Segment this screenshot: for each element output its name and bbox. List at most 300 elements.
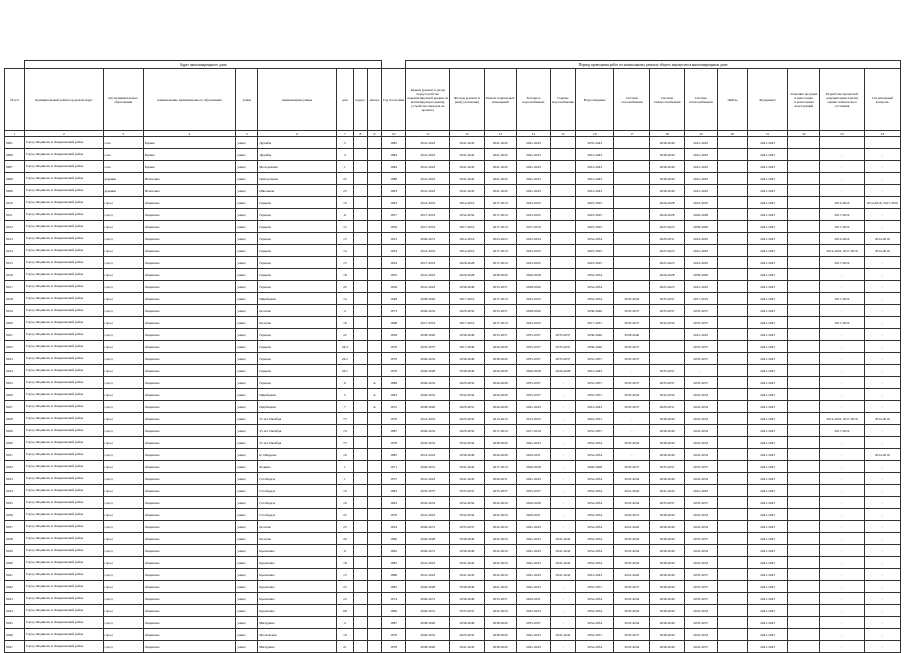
district-cell: Город Людиново и Людиновский район	[25, 341, 103, 353]
street-name-cell: Школьная	[258, 185, 336, 197]
street-name-cell: Герцена	[258, 281, 336, 293]
period-cell: 2032-2034	[484, 545, 516, 557]
period-cell: -	[820, 161, 864, 173]
street-type-cell: улица	[236, 617, 258, 629]
district-cell: Город Людиново и Людиновский район	[25, 521, 103, 533]
period-cell	[788, 161, 820, 173]
period-cell: 2017-2019	[820, 293, 864, 305]
street-type-cell: улица	[236, 497, 258, 509]
table-row	[5, 341, 901, 353]
district-cell: Город Людиново и Людиновский район	[25, 497, 103, 509]
row-number-cell: 0033	[5, 473, 25, 485]
period-cell: -	[550, 509, 575, 521]
period-cell: -	[864, 521, 900, 533]
street-type-cell: улица	[236, 149, 258, 161]
period-cell: 2032-2034	[684, 437, 717, 449]
municipality-name-cell: Людиново	[143, 329, 236, 341]
period-cell: 2026-2032	[406, 377, 450, 389]
letter-cell	[367, 521, 381, 533]
period-cell: 2038-2040	[516, 281, 550, 293]
table-body	[5, 137, 901, 653]
period-cell	[717, 281, 747, 293]
period-cell: 2038-2040	[650, 185, 684, 197]
period-cell	[550, 161, 575, 173]
district-cell: Город Людиново и Людиновский район	[25, 173, 103, 185]
street-type-cell: улица	[236, 545, 258, 557]
table-row	[5, 461, 901, 473]
period-cell: 2026-2028	[650, 197, 684, 209]
period-cell: 2017-2019	[484, 293, 516, 305]
row-number-cell: 0035	[5, 497, 25, 509]
period-cell: 2035-2037	[614, 461, 650, 473]
municipality-name-cell: Людиново	[143, 281, 236, 293]
district-cell: Город Людиново и Людиновский район	[25, 257, 103, 269]
period-cell: 2041-2043	[516, 545, 550, 557]
period-cell: 2041-2043	[516, 161, 550, 173]
period-cell: 2038-2040	[406, 293, 450, 305]
column-number: 11	[406, 131, 450, 137]
house-number-cell: 21	[336, 641, 353, 653]
district-cell: Город Людиново и Людиновский район	[25, 473, 103, 485]
column-number: 20	[717, 131, 747, 137]
street-type-cell: улица	[236, 305, 258, 317]
municipality-type-cell: город	[103, 401, 143, 413]
street-name-cell: Крентенко	[258, 593, 336, 605]
building-cell	[353, 209, 367, 221]
period-cell	[788, 557, 820, 569]
build-year-cell: 1976	[382, 629, 406, 641]
period-cell: -	[864, 425, 900, 437]
period-cell: 2038-2040	[650, 557, 684, 569]
period-cell	[550, 185, 575, 197]
municipality-name-cell: Людиново	[143, 485, 236, 497]
column-number: 8	[353, 131, 367, 137]
period-cell: 2029-2031	[614, 509, 650, 521]
house-number-cell: 7	[336, 401, 353, 413]
street-name-cell: Гогобердзе	[258, 497, 336, 509]
municipality-name-cell: Игнатовка	[143, 185, 236, 197]
period-cell: 2032-2034	[614, 617, 650, 629]
period-cell	[788, 569, 820, 581]
municipality-type-cell: город	[103, 581, 143, 593]
period-cell: 2014-2016	[484, 413, 516, 425]
municipality-type-cell: город	[103, 461, 143, 473]
period-cell: 2032-2034	[576, 281, 614, 293]
period-cell	[788, 389, 820, 401]
period-cell	[717, 293, 747, 305]
municipality-name-cell: Людиново	[143, 365, 236, 377]
table-row	[5, 545, 901, 557]
period-cell: 2035-2037	[576, 581, 614, 593]
period-cell: 2026-2028	[516, 497, 550, 509]
period-cell: 2032-2034	[684, 605, 717, 617]
table-row	[5, 365, 901, 377]
period-cell: 2017-2019	[484, 257, 516, 269]
row-number-cell: 0012	[5, 221, 25, 233]
building-cell	[353, 341, 367, 353]
period-cell: 2023-2025	[516, 317, 550, 329]
period-cell: 2017-2019	[484, 209, 516, 221]
period-cell: 2038-2040	[650, 437, 684, 449]
period-cell: 2029-2031	[406, 605, 450, 617]
period-cell: 2032-2034	[614, 605, 650, 617]
period-cell	[788, 485, 820, 497]
period-cell: -	[820, 437, 864, 449]
period-cell: 2041-2043	[748, 149, 788, 161]
period-cell	[788, 509, 820, 521]
period-cell: 2041-2043	[450, 569, 484, 581]
period-cell	[788, 197, 820, 209]
period-cell: 2038-2040	[450, 545, 484, 557]
municipality-name-cell: Людиново	[143, 449, 236, 461]
column-header: Разработка проектной документации и (или) оценка технического состояния	[820, 69, 864, 131]
period-cell: 2032-2034	[614, 557, 650, 569]
building-cell	[353, 641, 367, 653]
street-type-cell: улица	[236, 233, 258, 245]
period-cell: -	[820, 557, 864, 569]
period-cell: 2017-2019	[406, 257, 450, 269]
period-cell: 2038-2040	[484, 617, 516, 629]
street-type-cell: улица	[236, 293, 258, 305]
municipality-type-cell: город	[103, 437, 143, 449]
period-cell: 2032-2034	[576, 449, 614, 461]
street-type-cell: улица	[236, 401, 258, 413]
table-row	[5, 257, 901, 269]
period-cell	[717, 233, 747, 245]
table-row	[5, 497, 901, 509]
row-number-cell: 0009	[5, 185, 25, 197]
period-cell: 2041-2043	[748, 449, 788, 461]
period-cell: 2035-2037	[684, 533, 717, 545]
period-cell: 2035-2037	[650, 305, 684, 317]
build-year-cell: 1980	[382, 569, 406, 581]
capital-repair-table	[4, 60, 901, 653]
building-cell	[353, 221, 367, 233]
house-number-cell: 1	[336, 161, 353, 173]
district-cell: Город Людиново и Людиновский район	[25, 449, 103, 461]
period-cell	[717, 425, 747, 437]
period-cell	[717, 329, 747, 341]
period-cell: 2029-2031	[406, 545, 450, 557]
row-number-cell: 0014	[5, 245, 25, 257]
house-number-cell: 13	[336, 233, 353, 245]
row-number-cell: 0040	[5, 557, 25, 569]
period-cell: 2041-2043	[576, 149, 614, 161]
municipality-name-cell: Людиново	[143, 533, 236, 545]
municipality-type-cell: город	[103, 281, 143, 293]
period-cell: -	[820, 629, 864, 641]
house-number-cell: 5	[336, 137, 353, 149]
period-cell: 2032-2034	[576, 293, 614, 305]
period-cell	[614, 245, 650, 257]
period-cell	[788, 353, 820, 365]
period-cell	[788, 173, 820, 185]
build-year-cell: 1975	[382, 473, 406, 485]
period-cell: 2023-2025	[576, 209, 614, 221]
period-cell: 2017-2019	[820, 257, 864, 269]
district-cell: Город Людиново и Людиновский район	[25, 377, 103, 389]
period-cell: 2032-2034	[450, 437, 484, 449]
period-cell: 2014-2016	[406, 197, 450, 209]
period-cell	[717, 473, 747, 485]
table-row	[5, 173, 901, 185]
period-cell: 2035-2037	[406, 341, 450, 353]
house-number-cell: 15	[336, 257, 353, 269]
period-cell: 2041-2043	[748, 221, 788, 233]
period-cell: 2041-2043	[748, 509, 788, 521]
building-cell	[353, 485, 367, 497]
house-number-cell: 29	[336, 533, 353, 545]
row-number-cell: 0001	[5, 137, 25, 149]
period-cell: 2041-2043	[406, 281, 450, 293]
letter-cell: А	[367, 389, 381, 401]
period-cell: 2041-2043	[450, 557, 484, 569]
period-cell: 2032-2034	[684, 449, 717, 461]
period-cell: 2032-2034	[576, 473, 614, 485]
column-number: 21	[748, 131, 788, 137]
period-cell: -	[820, 149, 864, 161]
period-cell: -	[864, 569, 900, 581]
table-row	[5, 617, 901, 629]
column-number: 12	[450, 131, 484, 137]
period-cell: 2035-2037	[684, 353, 717, 365]
period-cell: 2038-2040	[450, 365, 484, 377]
period-cell: -	[550, 473, 575, 485]
street-name-cell: Герцена	[258, 341, 336, 353]
table-row	[5, 569, 901, 581]
house-number-cell: 23	[336, 521, 353, 533]
house-number-cell: 74	[336, 425, 353, 437]
period-cell: 2035-2037	[614, 317, 650, 329]
period-cell: 2038-2040	[406, 329, 450, 341]
period-cell	[550, 137, 575, 149]
period-cell	[788, 377, 820, 389]
house-number-cell: 16	[336, 449, 353, 461]
period-cell: 2041-2043	[406, 185, 450, 197]
period-cell	[788, 245, 820, 257]
street-type-cell: улица	[236, 269, 258, 281]
table-row	[5, 329, 901, 341]
period-cell: 2014-2016	[864, 233, 900, 245]
period-cell: 2035-2037	[576, 425, 614, 437]
row-number-cell: 0037	[5, 521, 25, 533]
period-cell: 2041-2043	[406, 509, 450, 521]
period-cell: 2038-2040	[650, 509, 684, 521]
period-cell: 2041-2043	[450, 137, 484, 149]
period-cell: 2038-2040	[650, 473, 684, 485]
municipality-name-cell: Букань	[143, 149, 236, 161]
period-cell: -	[864, 149, 900, 161]
period-cell	[717, 641, 747, 653]
period-cell: -	[820, 341, 864, 353]
period-cell: -	[820, 389, 864, 401]
build-year-cell: 1985	[382, 449, 406, 461]
period-cell: 2014-2016	[820, 197, 864, 209]
municipality-name-cell: Людиново	[143, 641, 236, 653]
period-cell: 2032-2034	[614, 533, 650, 545]
period-cell: 2017-2019	[406, 317, 450, 329]
period-cell: 2023-2025	[516, 209, 550, 221]
period-cell: 2029-2031	[516, 593, 550, 605]
period-cell: 2035-2037	[684, 497, 717, 509]
row-number-cell: 0020	[5, 317, 25, 329]
street-type-cell: улица	[236, 365, 258, 377]
period-cell: 2041-2043	[748, 293, 788, 305]
municipality-type-cell: город	[103, 353, 143, 365]
period-cell: -	[864, 629, 900, 641]
letter-cell	[367, 557, 381, 569]
building-cell	[353, 317, 367, 329]
row-number-cell: 0028	[5, 413, 25, 425]
period-cell: 2041-2043	[684, 485, 717, 497]
period-cell: 2023-2025	[650, 245, 684, 257]
period-cell: 2041-2043	[576, 401, 614, 413]
street-type-cell: улица	[236, 329, 258, 341]
period-cell	[717, 485, 747, 497]
period-cell: 2041-2043	[684, 281, 717, 293]
period-cell: 2038-2040	[406, 641, 450, 653]
period-cell	[550, 245, 575, 257]
period-cell: 2041-2043	[516, 629, 550, 641]
period-cell: 2035-2037	[614, 341, 650, 353]
period-cell: 2032-2034	[684, 509, 717, 521]
street-type-cell: улица	[236, 641, 258, 653]
build-year-cell: 1987	[382, 425, 406, 437]
building-cell	[353, 389, 367, 401]
district-cell: Город Людиново и Людиновский район	[25, 365, 103, 377]
row-number-cell: 0013	[5, 233, 25, 245]
row-number-cell: 0030	[5, 437, 25, 449]
build-year-cell: 1948	[382, 293, 406, 305]
period-cell: 2035-2037	[550, 341, 575, 353]
period-cell: -	[864, 437, 900, 449]
period-cell: 2038-2040	[576, 341, 614, 353]
municipality-name-cell: Людиново	[143, 209, 236, 221]
period-cell	[650, 341, 684, 353]
column-header: корпус	[353, 69, 367, 131]
period-cell: 2041-2043	[684, 173, 717, 185]
street-type-cell: улица	[236, 473, 258, 485]
period-cell: -	[820, 545, 864, 557]
street-type-cell: улица	[236, 413, 258, 425]
period-cell: 2041-2043	[614, 485, 650, 497]
period-cell	[788, 365, 820, 377]
period-cell: 2041-2043	[748, 641, 788, 653]
period-cell: 2038-2040	[650, 521, 684, 533]
period-cell: 2035-2037	[450, 521, 484, 533]
letter-cell	[367, 161, 381, 173]
period-cell: 2041-2043	[516, 521, 550, 533]
municipality-type-cell: город	[103, 449, 143, 461]
row-number-cell: 0026	[5, 389, 25, 401]
period-cell: 2038-2040	[614, 329, 650, 341]
period-cell	[550, 293, 575, 305]
period-cell: 2038-2040	[650, 569, 684, 581]
district-cell: Город Людиново и Людиновский район	[25, 413, 103, 425]
municipality-name-cell: Игнатовка	[143, 173, 236, 185]
period-cell: 2029-2032	[450, 305, 484, 317]
build-year-cell: 1987	[382, 617, 406, 629]
row-number-cell: 0038	[5, 533, 25, 545]
period-cell: 2038-2040	[650, 629, 684, 641]
building-cell	[353, 557, 367, 569]
period-cell: -	[550, 389, 575, 401]
build-year-cell: 1957	[382, 209, 406, 221]
municipality-type-cell: город	[103, 485, 143, 497]
period-cell: 2041-2043	[450, 173, 484, 185]
period-cell: 2038-2040	[450, 617, 484, 629]
period-cell: 2041-2043	[406, 473, 450, 485]
period-cell: 2041-2043	[576, 569, 614, 581]
period-cell: 2041-2043	[748, 497, 788, 509]
period-cell: 2032-2034	[684, 413, 717, 425]
building-cell	[353, 149, 367, 161]
period-cell	[717, 461, 747, 473]
building-cell	[353, 353, 367, 365]
street-type-cell: улица	[236, 209, 258, 221]
row-number-cell: 0025	[5, 377, 25, 389]
table-row	[5, 473, 901, 485]
municipality-type-cell: село	[103, 149, 143, 161]
table-row	[5, 221, 901, 233]
period-cell: 2017-2019	[820, 209, 864, 221]
municipality-name-cell: Людиново	[143, 461, 236, 473]
municipality-type-cell: город	[103, 305, 143, 317]
period-cell: -	[864, 281, 900, 293]
period-cell: 2032-2034	[576, 557, 614, 569]
street-type-cell: улица	[236, 137, 258, 149]
period-cell: -	[820, 401, 864, 413]
period-cell	[788, 149, 820, 161]
period-cell: 2029-2031	[406, 521, 450, 533]
period-cell: 2035-2037	[614, 353, 650, 365]
period-cell: 2023-2025	[684, 197, 717, 209]
period-cell: 2035-2037	[684, 377, 717, 389]
table-row	[5, 641, 901, 653]
municipality-name-cell: Букань	[143, 137, 236, 149]
period-cell: 2041-2043	[450, 161, 484, 173]
build-year-cell: 1982	[382, 137, 406, 149]
period-cell: 2032-2034	[684, 389, 717, 401]
street-type-cell: улица	[236, 569, 258, 581]
building-cell	[353, 449, 367, 461]
building-cell	[353, 281, 367, 293]
period-cell: 2038-2040	[650, 593, 684, 605]
period-cell	[788, 461, 820, 473]
house-number-cell: 18	[336, 269, 353, 281]
row-number-cell: 0031	[5, 449, 25, 461]
period-cell: 2023-2025	[576, 257, 614, 269]
period-cell: 2026-2028	[484, 377, 516, 389]
period-cell: 2017-2019	[820, 317, 864, 329]
period-cell	[788, 257, 820, 269]
period-cell	[788, 581, 820, 593]
period-cell	[614, 197, 650, 209]
municipality-name-cell: Людиново	[143, 293, 236, 305]
period-cell: 2032-2034	[614, 593, 650, 605]
period-cell: 2041-2043	[748, 401, 788, 413]
period-cell: 2020-2032	[450, 377, 484, 389]
street-type-cell: улица	[236, 185, 258, 197]
municipality-type-cell: город	[103, 545, 143, 557]
period-cell: -	[820, 281, 864, 293]
period-cell: 2038-2040	[450, 353, 484, 365]
municipality-type-cell: город	[103, 593, 143, 605]
period-cell: 2023-2025	[484, 233, 516, 245]
table-row	[5, 281, 901, 293]
row-number-cell: 0034	[5, 485, 25, 497]
district-cell: Город Людиново и Людиновский район	[25, 569, 103, 581]
